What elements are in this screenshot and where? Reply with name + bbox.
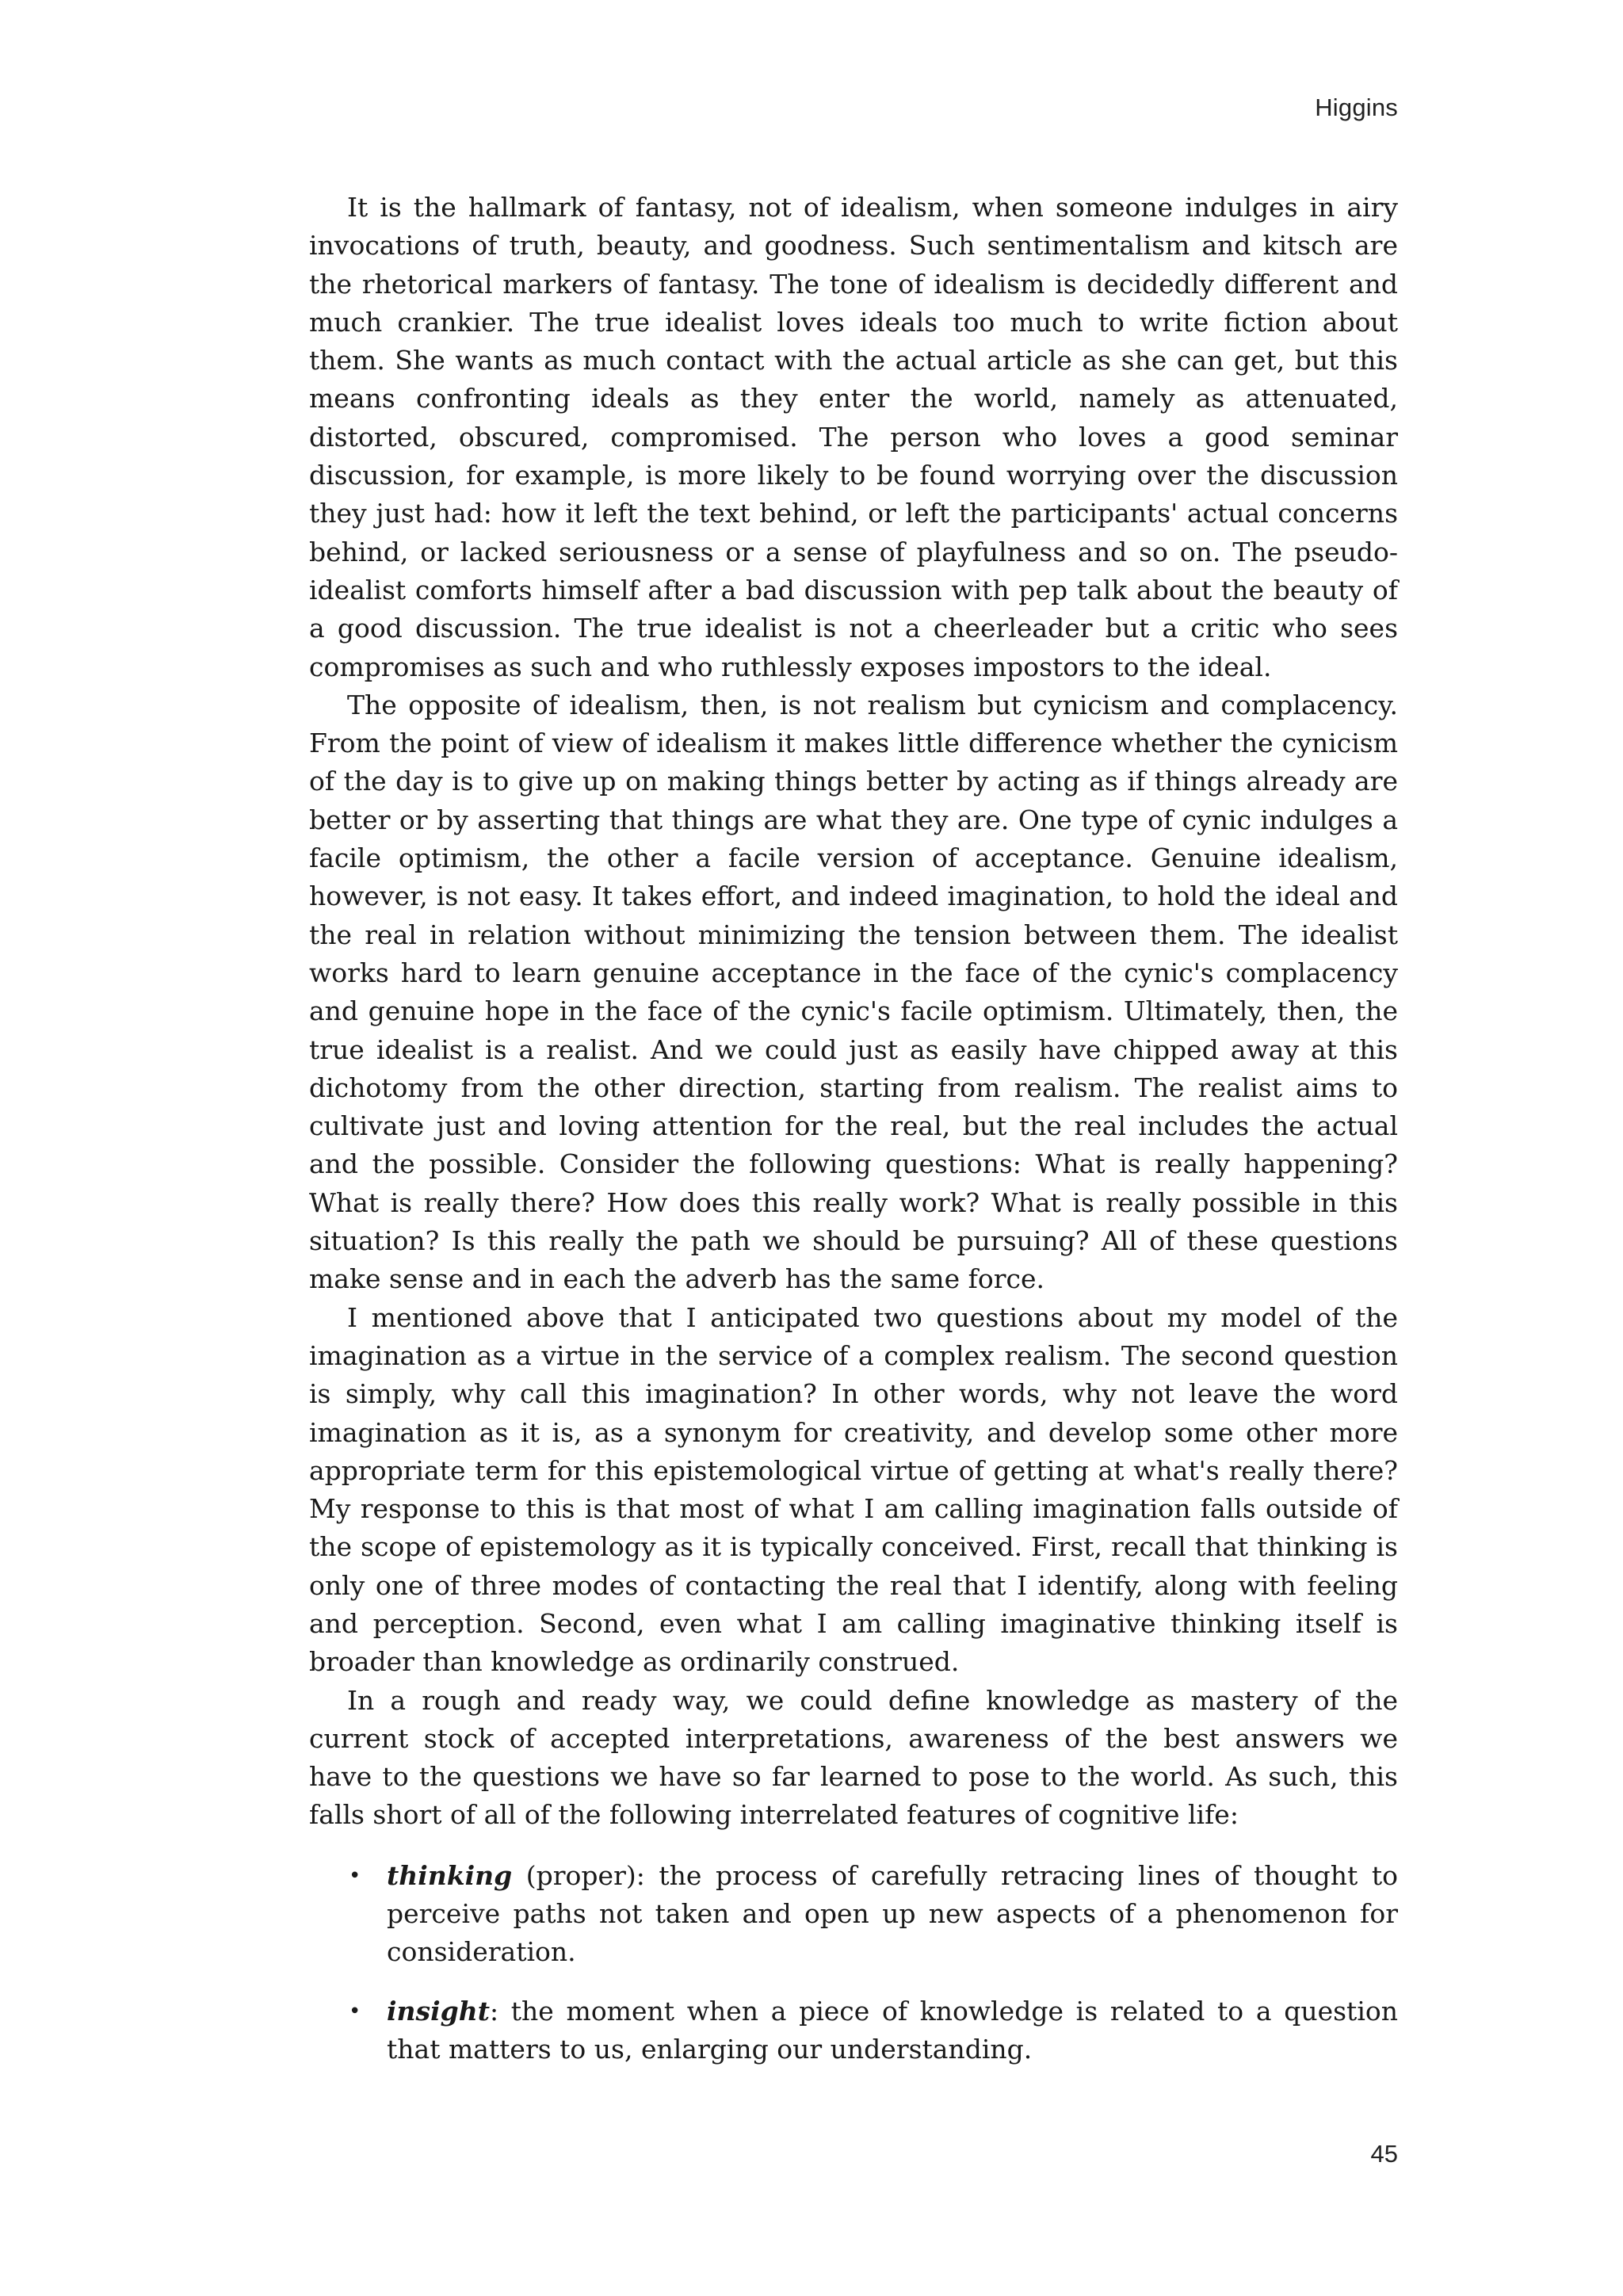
bullet-marker: •	[349, 1863, 361, 1888]
list-item-text: : the moment when a piece of knowledge is related to a question that matters to us, enlarging our understanding.	[387, 1995, 1398, 2065]
bullet-marker: •	[349, 1999, 361, 2023]
feature-list	[309, 1857, 1398, 2069]
paragraph: It is the hallmark of fantasy, not of idealism, when someone indulges in airy invocations of truth, beauty, and goodness. Such sentimentalism and kitsch are the rhetorical markers of fantasy. The tone of idealism is decidedly different and much crankier. The true idealist loves ideals too much to write fiction about them. She wants as much contact with the actual article as she can get, but this means confronting ideals as they enter the world, namely as attenuated, distorted, obscured, compromised. The person who loves a good seminar discussion, for example, is more likely to be found worrying over the discussion they just had: how it left the text behind, or left the participants' actual concerns behind, or lacked seriousness or a sense of playfulness and so on. The pseudo-idealist comforts himself after a bad discussion with pep talk about the beauty of a good discussion. The true idealist is not a cheerleader but a critic who sees compromises as such and who ruthlessly exposes impostors to the ideal.	[309, 192, 1398, 682]
body-text	[309, 189, 1398, 2089]
page-number: 45	[1370, 2140, 1398, 2168]
list-item-text: (proper): the process of carefully retracing lines of thought to perceive paths not taken and open up new aspects of a phenomenon for consideration.	[387, 1859, 1398, 1968]
list-item	[309, 1992, 1398, 2069]
paragraph: I mentioned above that I anticipated two questions about my model of the imagination as a virtue in the service of a complex realism. The second question is simply, why call this imagination? In other words, why not leave the word imagination as it is, as a synonym for creativity, and develop some other more appropriate term for this epistemological virtue of getting at what's really there? My response to this is that most of what I am calling imagination falls outside of the scope of epistemology as it is typically conceived. First, recall that thinking is only one of three modes of contacting the real that I identify, along with feeling and perception. Second, even what I am calling imaginative thinking itself is broader than knowledge as ordinarily construed.	[309, 1301, 1398, 1678]
running-head: Higgins	[1315, 94, 1398, 121]
paragraph: In a rough and ready way, we could define knowledge as mastery of the current stock of accepted interpretations, awareness of the best answers we have to the questions we have so far learned to pose to the world. As such, this falls short of all of the following interrelated features of cognitive life:	[309, 1684, 1398, 1831]
list-item-term: insight	[387, 1995, 490, 2027]
list-item-term: thinking	[387, 1859, 513, 1891]
list-item	[309, 1857, 1398, 1972]
paragraph: The opposite of idealism, then, is not realism but cynicism and complacency. From the point of view of idealism it makes little difference whether the cynicism of the day is to give up on making things better by acting as if things already are better or by asserting that things are what they are. One type of cynic indulges a facile optimism, the other a facile version of acceptance. Genuine idealism, however, is not easy. It takes effort, and indeed imagination, to hold the ideal and the real in relation without minimizing the tension between them. The idealist works hard to learn genuine acceptance in the face of the cynic's complacency and genuine hope in the face of the cynic's facile optimism. Ultimately, then, the true idealist is a realist. And we could just as easily have chipped away at this dichotomy from the other direction, starting from realism. The realist aims to cultivate just and loving attention for the real, but the real includes the actual and the possible. Consider the following questions: What is really happening? What is really there? How does this really work? What is really possible in this situation? Is this really the path we should be pursuing? All of these questions make sense and in each the adverb has the same force.	[309, 689, 1398, 1295]
